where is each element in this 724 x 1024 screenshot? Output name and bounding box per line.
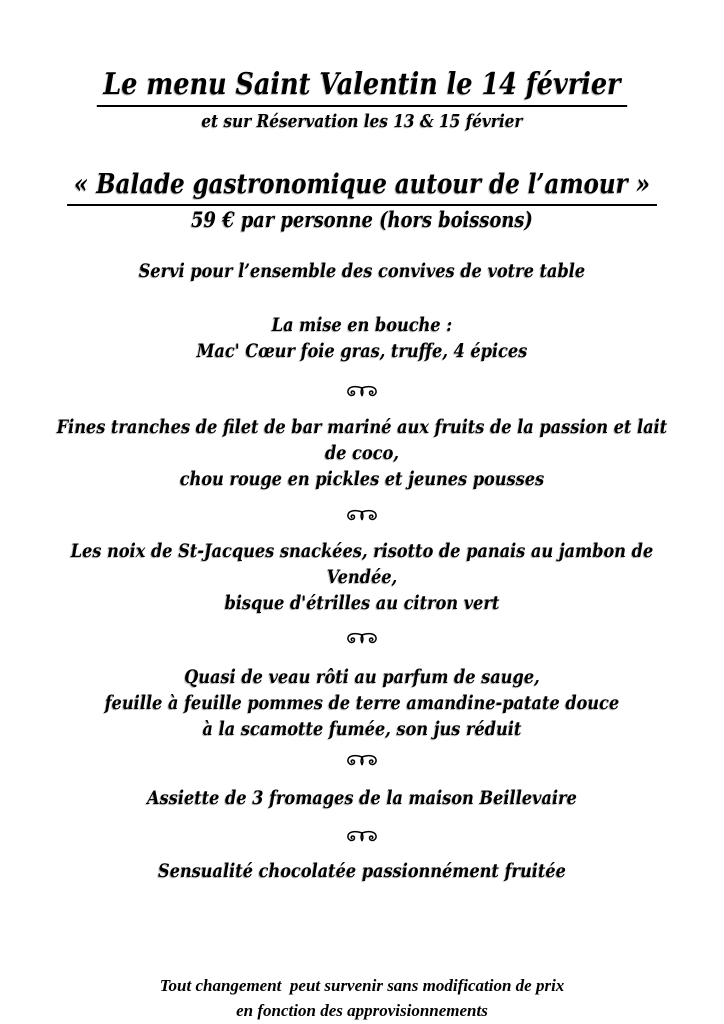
menu-heading-row [54, 167, 669, 206]
course-fish-starter [0, 414, 724, 492]
price-line: 59 € par personne (hors boissons) [191, 207, 533, 232]
course-line: Assiette de 3 fromages de la maison Beillevaire [147, 787, 577, 809]
page-title: Le menu Saint Valentin le 14 février [97, 66, 628, 107]
menu-heading: « Balade gastronomique autour de l’amour » [67, 167, 657, 206]
page-title-row [54, 66, 669, 107]
divider-ornament-icon [0, 625, 724, 651]
course-line: Mac' Cœur foie gras, truffe, 4 épices [196, 340, 528, 362]
divider-ornament-icon [0, 747, 724, 773]
course-line: bisque d'étrilles au citron vert [224, 592, 500, 614]
disclaimer-line: Tout changement peut survenir sans modification de prix [159, 976, 565, 995]
course-line: La mise en bouche : [271, 314, 453, 336]
disclaimer-footer [0, 973, 724, 1023]
course-line: Sensualité chocolatée passionnément fruitée [158, 860, 566, 882]
course-dessert [0, 858, 724, 884]
course-line: Quasi de veau rôti au parfum de sauge, [184, 666, 540, 688]
course-line: à la scamotte fumée, son jus réduit [202, 718, 522, 740]
divider-ornament-icon [0, 823, 724, 849]
course-line: Fines tranches de filet de bar mariné aux fruits de la passion et lait de coco, [56, 416, 668, 464]
course-line: chou rouge en pickles et jeunes pousses [179, 468, 545, 490]
course-amuse-bouche [0, 312, 724, 364]
course-scallops [0, 538, 724, 616]
reservation-subtitle: et sur Réservation les 13 & 15 février [201, 111, 523, 132]
course-line: Les noix de St-Jacques snackées, risotto de panais au jambon de Vendée, [70, 540, 654, 588]
course-line: feuille à feuille pommes de terre amandine-patate douce [104, 692, 620, 714]
serving-note: Servi pour l’ensemble des convives de votre table [138, 260, 586, 282]
course-veal-main [0, 664, 724, 742]
disclaimer-line: en fonction des approvisionnements [236, 1001, 488, 1020]
course-cheese [0, 785, 724, 811]
divider-ornament-icon [0, 502, 724, 528]
divider-ornament-icon [0, 378, 724, 404]
